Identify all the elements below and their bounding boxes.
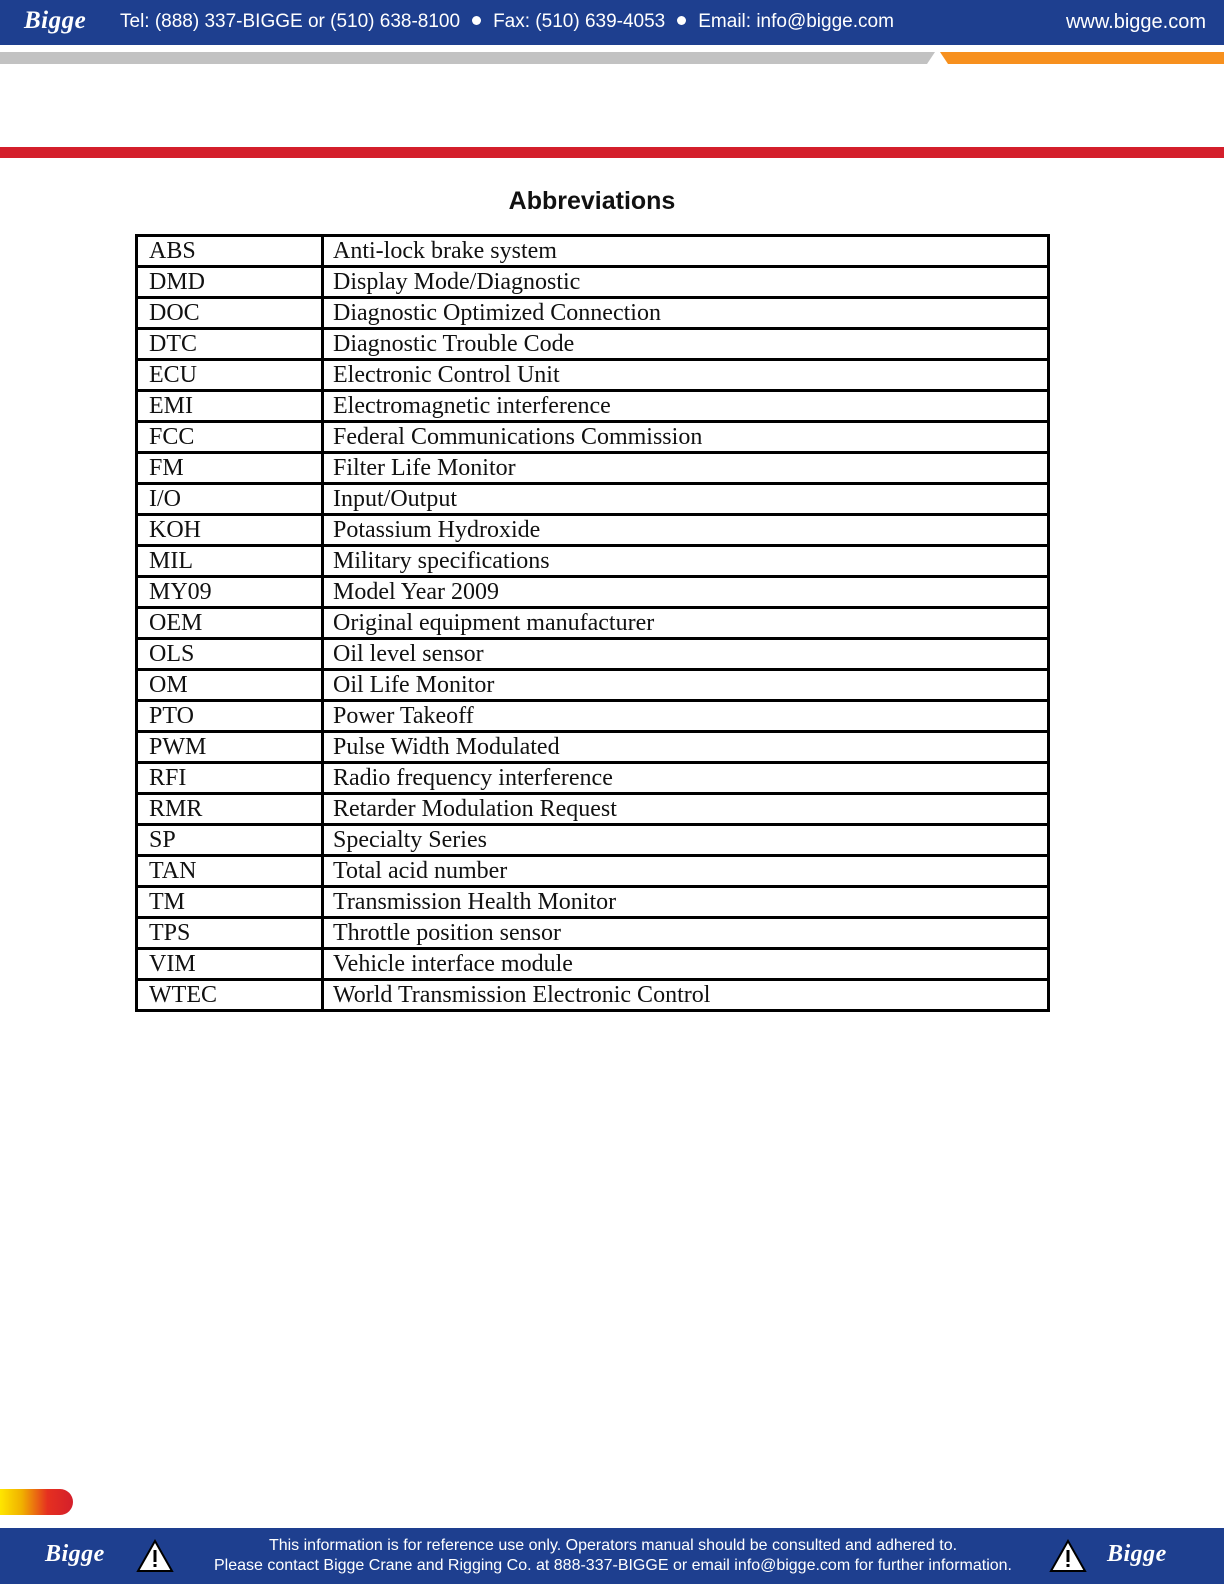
email-link[interactable]: Email: info@bigge.com [698, 11, 894, 32]
abbreviation-cell: MY09 [137, 577, 323, 608]
abbreviation-cell: ECU [137, 360, 323, 391]
table-row [137, 732, 1049, 763]
meaning-cell: Federal Communications Commission [323, 422, 1049, 453]
meaning-cell: Diagnostic Optimized Connection [323, 298, 1049, 329]
table-row [137, 546, 1049, 577]
abbreviation-cell: KOH [137, 515, 323, 546]
table-row [137, 763, 1049, 794]
website-link[interactable]: www.bigge.com [1065, 11, 1206, 33]
abbreviation-cell: TAN [137, 856, 323, 887]
meaning-cell: Power Takeoff [323, 701, 1049, 732]
bullet-icon [472, 16, 481, 25]
header-bar [0, 0, 1224, 45]
abbreviations-table [135, 234, 1050, 1012]
meaning-cell: Anti-lock brake system [323, 236, 1049, 267]
abbreviation-cell: SP [137, 825, 323, 856]
abbreviation-cell: VIM [137, 949, 323, 980]
bullet-icon [677, 16, 686, 25]
table-row [137, 980, 1049, 1011]
table-row [137, 887, 1049, 918]
table-row [137, 608, 1049, 639]
meaning-cell: Transmission Health Monitor [323, 887, 1049, 918]
disclaimer-text [200, 1536, 1026, 1576]
meaning-cell: Filter Life Monitor [323, 453, 1049, 484]
contact-info [120, 11, 894, 33]
meaning-cell: Potassium Hydroxide [323, 515, 1049, 546]
disclaimer-line-1: This information is for reference use only. Operators manual should be consulted and adhered to. [268, 1537, 958, 1554]
meaning-cell: Model Year 2009 [323, 577, 1049, 608]
abbreviation-cell: OLS [137, 639, 323, 670]
table-row [137, 236, 1049, 267]
abbreviation-cell: WTEC [137, 980, 323, 1011]
abbreviation-cell: TM [137, 887, 323, 918]
red-divider [0, 147, 1224, 158]
table-row [137, 267, 1049, 298]
fax-text: Fax: (510) 639-4053 [493, 11, 666, 32]
page-tab-marker [0, 1489, 73, 1515]
warning-triangle-icon [1049, 1539, 1087, 1573]
abbreviation-cell: EMI [137, 391, 323, 422]
table-row [137, 329, 1049, 360]
meaning-cell: Electronic Control Unit [323, 360, 1049, 391]
table-row [137, 298, 1049, 329]
abbreviation-cell: PTO [137, 701, 323, 732]
abbreviation-cell: TPS [137, 918, 323, 949]
table-row [137, 825, 1049, 856]
warning-triangle-icon [136, 1539, 174, 1573]
meaning-cell: Total acid number [323, 856, 1049, 887]
meaning-cell: Original equipment manufacturer [323, 608, 1049, 639]
table-row [137, 949, 1049, 980]
meaning-cell: Specialty Series [323, 825, 1049, 856]
abbreviation-cell: PWM [137, 732, 323, 763]
meaning-cell: Radio frequency interference [323, 763, 1049, 794]
bigge-logo-footer-left: Bigge [45, 1541, 105, 1567]
meaning-cell: World Transmission Electronic Control [323, 980, 1049, 1011]
meaning-cell: Retarder Modulation Request [323, 794, 1049, 825]
meaning-cell: Electromagnetic interference [323, 391, 1049, 422]
phone-text: Tel: (888) 337-BIGGE or (510) 638-8100 [120, 11, 461, 32]
abbreviation-cell: DTC [137, 329, 323, 360]
gray-divider [0, 52, 935, 64]
abbreviation-cell: OEM [137, 608, 323, 639]
table-row [137, 794, 1049, 825]
meaning-cell: Diagnostic Trouble Code [323, 329, 1049, 360]
abbreviation-cell: DMD [137, 267, 323, 298]
abbreviation-cell: RMR [137, 794, 323, 825]
table-row [137, 639, 1049, 670]
table-row [137, 515, 1049, 546]
footer-bar [0, 1528, 1224, 1584]
orange-accent-bar [940, 52, 1224, 64]
table-row [137, 422, 1049, 453]
table-row [137, 391, 1049, 422]
table-row [137, 701, 1049, 732]
meaning-cell: Display Mode/Diagnostic [323, 267, 1049, 298]
meaning-cell: Military specifications [323, 546, 1049, 577]
table-row [137, 484, 1049, 515]
meaning-cell: Pulse Width Modulated [323, 732, 1049, 763]
meaning-cell: Input/Output [323, 484, 1049, 515]
table-row [137, 577, 1049, 608]
bigge-logo[interactable]: Bigge [24, 7, 87, 34]
meaning-cell: Vehicle interface module [323, 949, 1049, 980]
abbreviation-cell: RFI [137, 763, 323, 794]
page-title: Abbreviations [508, 187, 676, 215]
abbreviation-cell: FM [137, 453, 323, 484]
table-row [137, 856, 1049, 887]
abbreviation-cell: MIL [137, 546, 323, 577]
table-row [137, 453, 1049, 484]
table-row [137, 670, 1049, 701]
disclaimer-line-2: Please contact Bigge Crane and Rigging Co. at 888-337-BIGGE or email info@bigge.com for further information. [214, 1557, 1012, 1574]
abbreviation-cell: I/O [137, 484, 323, 515]
bigge-logo-footer-right: Bigge [1107, 1541, 1167, 1567]
meaning-cell: Oil level sensor [323, 639, 1049, 670]
abbreviation-cell: ABS [137, 236, 323, 267]
meaning-cell: Oil Life Monitor [323, 670, 1049, 701]
table-row [137, 918, 1049, 949]
abbreviation-cell: FCC [137, 422, 323, 453]
table-row [137, 360, 1049, 391]
abbreviation-cell: OM [137, 670, 323, 701]
abbreviation-cell: DOC [137, 298, 323, 329]
meaning-cell: Throttle position sensor [323, 918, 1049, 949]
